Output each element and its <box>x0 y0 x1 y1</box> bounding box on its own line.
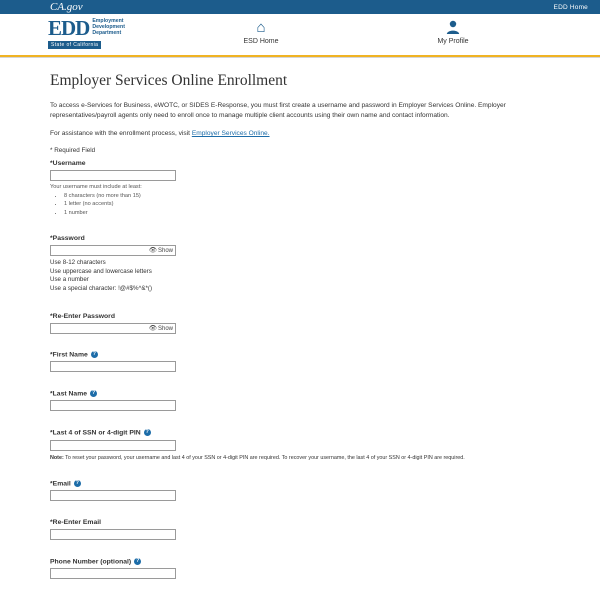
field-group-reenter-email <box>50 519 550 540</box>
reenter-email-required-star: * <box>50 518 53 526</box>
reenter-email-input[interactable] <box>50 529 176 540</box>
ca-gov-logo <box>50 1 83 13</box>
password-label <box>50 235 550 242</box>
field-group-reenter-password <box>50 313 550 334</box>
email-input[interactable] <box>50 490 176 501</box>
page-title: Employer Services Online Enrollment <box>50 72 288 89</box>
password-label-text: Password <box>52 235 85 243</box>
phone-input[interactable] <box>50 568 176 579</box>
top-utility-bar <box>0 0 600 14</box>
edd-logo-line2: Development <box>92 24 125 31</box>
help-icon[interactable]: ? <box>145 429 149 436</box>
field-group-last-name <box>50 390 550 411</box>
nav-item-esd-home-label: ESD Home <box>243 38 279 45</box>
field-group-username <box>50 160 550 218</box>
assistance-prefix: For assistance with the enrollment process, visit <box>50 130 192 137</box>
ssn-pin-label <box>50 429 550 436</box>
username-rules-list <box>64 192 550 218</box>
reenter-password-show-label: Show <box>157 325 173 332</box>
edd-logo[interactable] <box>48 18 125 39</box>
phone-label-text: Phone Number (optional) <box>50 558 132 566</box>
username-label-text: Username <box>52 159 86 167</box>
home-icon: ⌂ <box>256 19 266 36</box>
ssn-pin-label-text: Last 4 of SSN or 4-digit PIN <box>52 429 141 437</box>
reenter-password-label-text: Re-Enter Password <box>52 312 115 320</box>
password-input-wrap <box>50 245 176 256</box>
assistance-text <box>50 129 550 139</box>
ca-gov-logo-text: CA.gov <box>50 1 83 13</box>
page-intro: To access e-Services for Business, eWOTC, or SIDES E-Response, you must first create a username and password in Employer Services Online. Employer representatives/payroll agents only need to enroll once to manage multiple client accounts using their own name and contact information. <box>50 102 506 119</box>
reenter-password-required-star: * <box>50 312 53 320</box>
email-input-wrap <box>50 490 176 501</box>
first-name-label-text: First Name <box>52 350 88 358</box>
last-name-label-text: Last Name <box>52 390 88 398</box>
first-name-input-wrap <box>50 361 176 372</box>
password-rules <box>50 259 550 293</box>
nav-item-my-profile[interactable] <box>408 19 498 45</box>
last-name-required-star: * <box>50 390 53 398</box>
edd-logo-wordmark <box>92 18 125 37</box>
last-name-input-wrap <box>50 400 176 411</box>
reenter-password-label <box>50 313 550 320</box>
username-input-wrap <box>50 170 176 181</box>
password-rule: Use a number <box>50 276 89 284</box>
email-required-star: * <box>50 479 53 487</box>
password-required-star: * <box>50 235 53 243</box>
username-required-star: * <box>50 159 53 167</box>
phone-input-wrap <box>50 568 176 579</box>
phone-label <box>50 558 550 565</box>
password-rule: Use uppercase and lowercase letters <box>50 267 152 275</box>
reenter-email-label-text: Re-Enter Email <box>52 518 102 526</box>
ssn-pin-note-bold: Note: <box>50 454 64 461</box>
first-name-label <box>50 351 550 358</box>
nav-item-esd-home[interactable] <box>216 19 306 45</box>
username-rule: • 8 characters (no more than 15) <box>64 192 550 201</box>
email-label-text: Email <box>52 479 71 487</box>
password-show-label: Show <box>157 248 173 255</box>
field-group-ssn-pin <box>50 429 550 461</box>
email-label <box>50 480 550 487</box>
help-icon[interactable]: ? <box>92 350 96 357</box>
reenter-email-label <box>50 519 550 526</box>
site-header <box>0 14 600 55</box>
field-group-password <box>50 235 550 293</box>
main-content <box>0 58 600 579</box>
username-rule: • 1 number <box>64 209 550 218</box>
password-rule: Use 8-12 characters <box>50 259 106 267</box>
password-show-toggle[interactable] <box>149 246 173 256</box>
ssn-pin-note-text: To reset your password, your username and last 4 of your SSN or 4-digit PIN are required. To recover your username, the last 4 of your SSN or 4-digit PIN are required. <box>63 454 465 461</box>
edd-logo-line3: Department <box>92 30 122 37</box>
field-group-first-name <box>50 351 550 372</box>
edd-logo-abbrev: EDD <box>48 16 90 40</box>
first-name-required-star: * <box>50 350 53 358</box>
help-icon[interactable]: ? <box>136 557 140 564</box>
username-rule: • 1 letter (no accents) <box>64 200 550 209</box>
reenter-password-show-toggle[interactable] <box>149 324 173 334</box>
employer-services-online-link[interactable]: Employer Services Online. <box>191 130 270 137</box>
reenter-password-input-wrap <box>50 323 176 334</box>
nav-item-my-profile-label: My Profile <box>437 38 469 45</box>
help-icon[interactable]: ? <box>75 479 79 486</box>
ssn-pin-input-wrap <box>50 440 176 451</box>
first-name-input[interactable] <box>50 361 176 372</box>
edd-home-link[interactable]: EDD Home <box>553 3 588 11</box>
field-group-email <box>50 480 550 501</box>
ssn-pin-input[interactable] <box>50 440 176 451</box>
ssn-pin-note <box>50 454 470 462</box>
username-label <box>50 160 550 167</box>
last-name-input[interactable] <box>50 400 176 411</box>
ssn-pin-required-star: * <box>50 429 53 437</box>
required-field-note: * Required Field <box>50 146 96 154</box>
username-input[interactable] <box>50 170 176 181</box>
eye-icon: 👁 <box>148 247 157 255</box>
help-icon[interactable]: ? <box>91 389 96 396</box>
last-name-label <box>50 390 550 397</box>
eye-icon: 👁 <box>148 324 157 332</box>
field-group-phone <box>50 558 550 579</box>
password-rule: Use a special character: !@#$%^&*() <box>50 285 153 293</box>
edd-logo-line1: Employment <box>92 18 124 24</box>
edd-logo-subtitle: State of California <box>48 41 101 49</box>
username-hint: Your username must include at least: <box>50 183 142 190</box>
user-icon <box>408 19 498 37</box>
reenter-email-input-wrap <box>50 529 176 540</box>
